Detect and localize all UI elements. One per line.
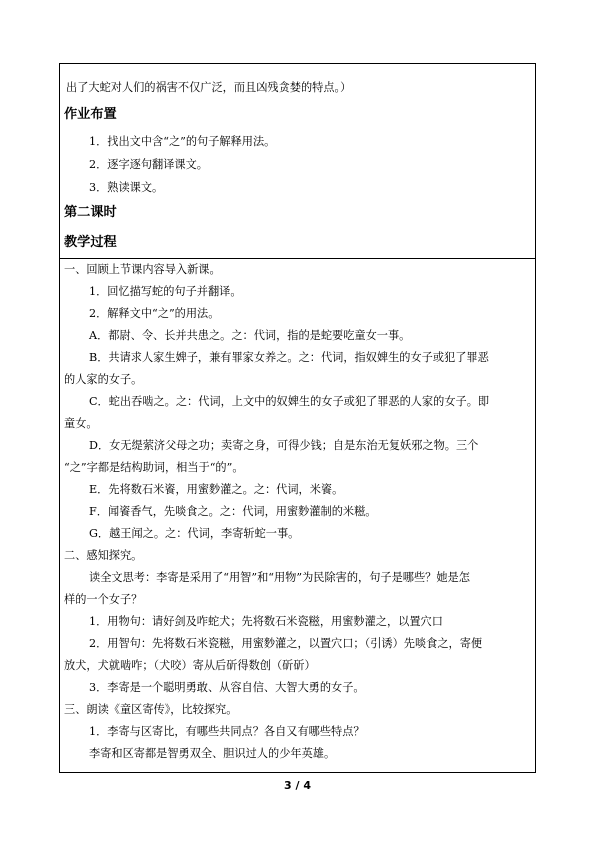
process-heading: 教学过程 bbox=[64, 235, 117, 250]
content-line: A．都尉、令、长并共患之。之：代词，指的是蛇要吃童女一事。 bbox=[89, 329, 411, 342]
content-line: 李寄和区寄都是智勇双全、胆识过人的少年英雄。 bbox=[89, 747, 336, 760]
content-line: 二、感知探究。 bbox=[64, 549, 143, 562]
homework-item: 3．熟读课文。 bbox=[89, 181, 164, 194]
content-line: 童女。 bbox=[64, 417, 98, 430]
content-line: F．闻餈香气，先啖食之。之：代词，用蜜麨灌制的米糍。 bbox=[89, 505, 377, 518]
table-row-divider bbox=[60, 258, 535, 259]
page-number: 3 / 4 bbox=[284, 779, 311, 792]
content-line: 的人家的女子。 bbox=[64, 373, 143, 386]
content-line: D．女无缇萦济父母之功；卖寄之身，可得少钱；自是东治无复妖邪之物。三个 bbox=[89, 439, 479, 452]
content-line: E．先将数石米餈，用蜜麨灌之。之：代词，米餈。 bbox=[89, 483, 344, 496]
content-line: 2．解释文中“之”的用法。 bbox=[89, 307, 220, 320]
content-line: G．越王闻之。之：代词，李寄斩蛇一事。 bbox=[89, 527, 300, 540]
content-line: 1．回忆描写蛇的句子并翻译。 bbox=[89, 285, 242, 298]
homework-item: 2．逐字逐句翻译课文。 bbox=[89, 158, 208, 171]
content-line: B．共请求人家生婢子，兼有罪家女养之。之：代词，指奴婢生的女子或犯了罪恶 bbox=[89, 351, 489, 364]
content-line: 样的一个女子？ bbox=[64, 593, 143, 606]
content-line: 读全文思考：李寄是采用了“用智”和“用物”为民除害的，句子是哪些？她是怎 bbox=[89, 571, 470, 584]
homework-item: 1．找出文中含“之”的句子解释用法。 bbox=[89, 135, 276, 148]
content-line: 2．用智句：先将数石米瓷糍，用蜜麨灌之，以置穴口；（引诱）先啖食之，寄便 bbox=[89, 637, 483, 650]
lesson-heading: 第二课时 bbox=[64, 205, 117, 220]
content-line: 放犬，犬就啮咋；（犬咬）寄从后斫得数创（斫斫） bbox=[64, 659, 316, 672]
homework-heading: 作业布置 bbox=[64, 107, 117, 122]
lesson-plan-table bbox=[59, 63, 536, 773]
content-line: “之”字都是结构助词，相当于“的”。 bbox=[64, 461, 244, 474]
content-line: 3．李寄是一个聪明勇敢、从容自信、大智大勇的女子。 bbox=[89, 681, 365, 694]
content-line: 三、朗读《童区寄传》，比较探究。 bbox=[64, 703, 238, 716]
content-line: 1．用物句：请好剑及咋蛇犬；先将数石米瓷糍，用蜜麨灌之，以置穴口 bbox=[89, 615, 443, 628]
content-line: 一、回顾上节课内容导入新课。 bbox=[64, 263, 221, 276]
content-line: 1．李寄与区寄比，有哪些共同点？各自又有哪些特点？ bbox=[89, 725, 365, 738]
content-line: C．蛇出吞啮之。之：代词，上文中的奴婢生的女子或犯了罪恶的人家的女子。即 bbox=[89, 395, 490, 408]
intro-line: 出了大蛇对人们的祸害不仅广泛，而且凶残贪婪的特点。） bbox=[66, 81, 352, 94]
